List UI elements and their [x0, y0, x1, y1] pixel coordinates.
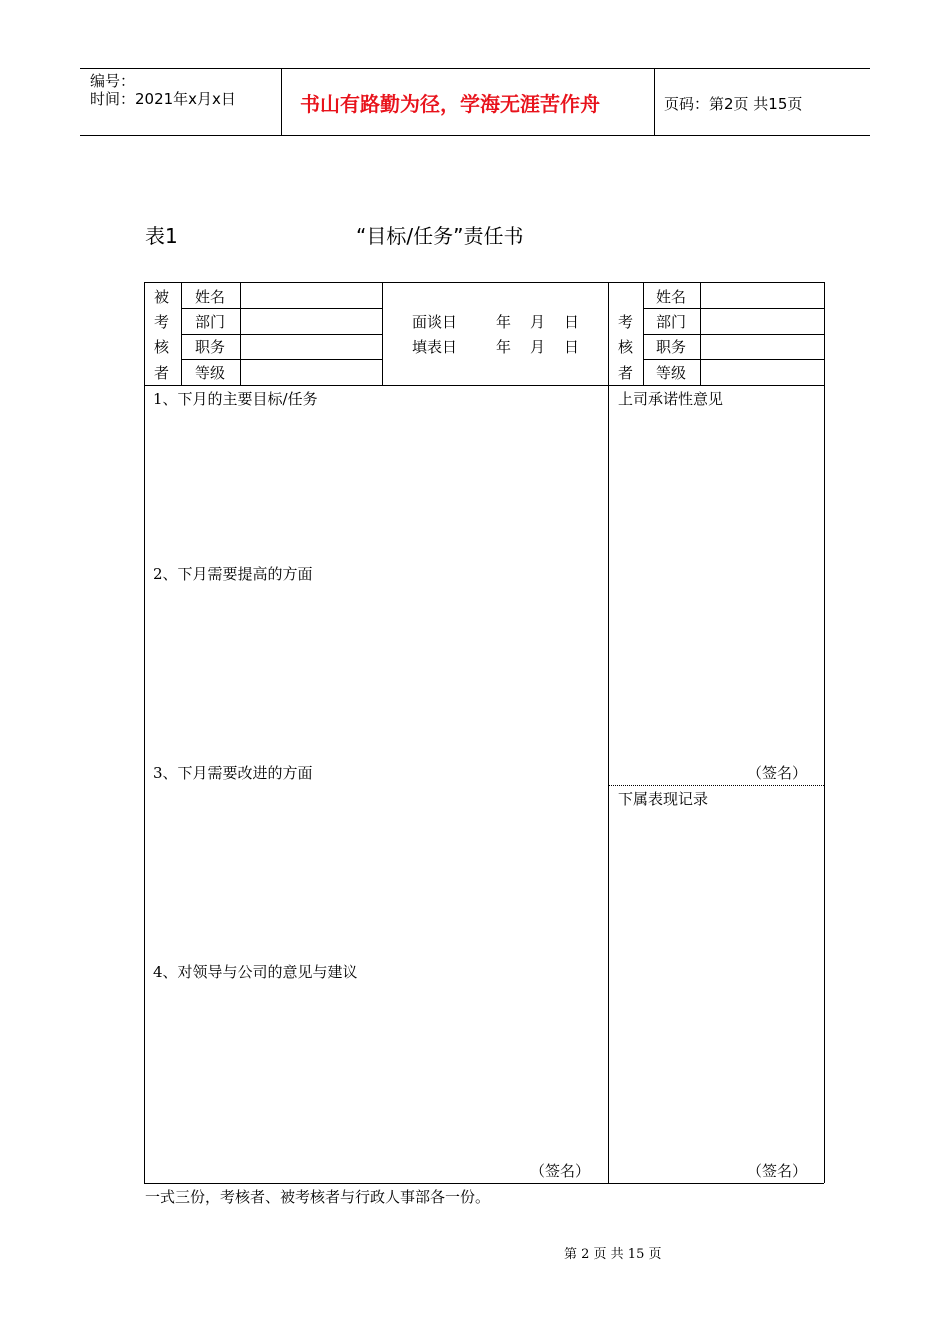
evaluator-label-1: 考 [618, 313, 634, 331]
evaluator-dept-label: 部门 [656, 313, 687, 331]
supervisor-opinion-label: 上司承诺性意见 [618, 390, 724, 408]
evaluatee-dept-value[interactable] [241, 309, 381, 334]
section-suggestions: 4、对领导与公司的意见与建议 [153, 963, 358, 981]
subordinate-record-label: 下属表现记录 [618, 790, 709, 808]
fill-year: 年 [496, 338, 512, 356]
fill-month: 月 [530, 338, 546, 356]
evaluatee-dept-label: 部门 [195, 313, 226, 331]
evaluatee-label-2: 考 [154, 313, 170, 331]
evaluator-name-label: 姓名 [656, 288, 687, 306]
fill-day: 日 [564, 338, 580, 356]
evaluator-dept-value[interactable] [701, 309, 823, 334]
copies-note: 一式三份，考核者、被考核者与行政人事部各一份。 [145, 1188, 491, 1206]
evaluator-title-value[interactable] [701, 335, 823, 359]
header-page-label: 页码：第2页 共15页 [664, 95, 803, 113]
evaluator-title-label: 职务 [656, 338, 687, 356]
evaluatee-title-label: 职务 [195, 338, 226, 356]
document-title: “目标/任务”责任书 [356, 224, 524, 248]
footer-page-number: 第 2 页 共 15 页 [564, 1247, 662, 1262]
evaluatee-signature: （签名） [530, 1162, 591, 1180]
evaluator-grade-label: 等级 [656, 364, 687, 382]
supervisor-signature: （签名） [747, 764, 808, 782]
section-improve: 2、下月需要提高的方面 [153, 565, 313, 583]
evaluatee-label-1: 被 [154, 288, 170, 306]
evaluatee-title-value[interactable] [241, 335, 381, 359]
evaluatee-name-value[interactable] [241, 283, 381, 308]
evaluatee-label-4: 者 [154, 364, 170, 382]
record-signature: （签名） [747, 1162, 808, 1180]
evaluatee-grade-label: 等级 [195, 364, 226, 382]
interview-month: 月 [530, 313, 546, 331]
section-main-goals: 1、下月的主要目标/任务 [153, 390, 318, 408]
interview-day: 日 [564, 313, 580, 331]
interview-year: 年 [496, 313, 512, 331]
evaluatee-name-label: 姓名 [195, 288, 226, 306]
serial-label: 编号： [90, 72, 136, 90]
fill-date-label: 填表日 [412, 338, 458, 356]
evaluatee-label-3: 核 [154, 338, 170, 356]
evaluator-grade-value[interactable] [701, 360, 823, 385]
evaluator-label-2: 核 [618, 338, 634, 356]
evaluator-name-value[interactable] [701, 283, 823, 308]
header-motto: 书山有路勤为径，学海无涯苦作舟 [300, 92, 600, 116]
interview-date-label: 面谈日 [412, 313, 458, 331]
date-label: 时间：2021年x月x日 [90, 90, 236, 108]
section-correct: 3、下月需要改进的方面 [153, 764, 313, 782]
evaluatee-grade-value[interactable] [241, 360, 381, 385]
table-number: 表1 [145, 224, 178, 248]
evaluator-label-3: 者 [618, 364, 634, 382]
